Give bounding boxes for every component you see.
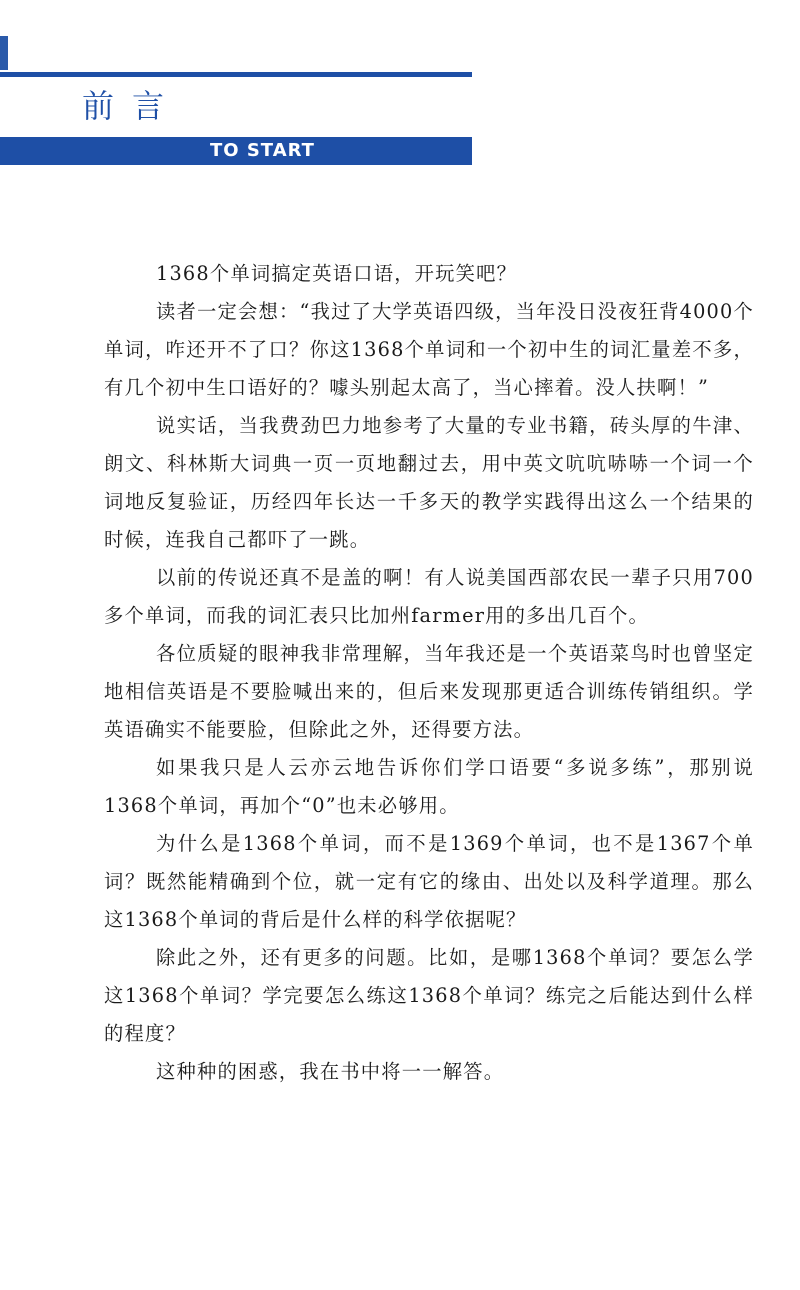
paragraph: 各位质疑的眼神我非常理解，当年我还是一个英语菜鸟时也曾坚定地相信英语是不要脸喊出来的，但后来发现那更适合训练传销组织。学英语确实不能要脸，但除此之外，还得要方法。 [104, 642, 754, 741]
paragraph: 以前的传说还真不是盖的啊！有人说美国西部农民一辈子只用700多个单词，而我的词汇表只比加州farmer用的多出几百个。 [104, 566, 754, 627]
paragraph: 读者一定会想：“我过了大学英语四级，当年没日没夜狂背4000个单词，咋还开不了口？你这1368个单词和一个初中生的词汇量差不多，有几个初中生口语好的？噱头别起太高了，当心摔着。没人扶啊！” [104, 300, 754, 399]
page-title: 前言 [82, 87, 183, 125]
paragraph: 这种种的困惑，我在书中将一一解答。 [156, 1060, 505, 1083]
corner-accent [0, 36, 8, 70]
paragraph: 如果我只是人云亦云地告诉你们学口语要“多说多练”，那别说1368个单词，再加个“0”也未必够用。 [104, 756, 754, 817]
banner-subtitle: TO START [210, 140, 315, 161]
paragraph: 除此之外，还有更多的问题。比如，是哪1368个单词？要怎么学这1368个单词？学完要怎么练这1368个单词？练完之后能达到什么样的程度？ [104, 946, 754, 1045]
section-banner [0, 137, 472, 165]
header-rule [0, 72, 472, 77]
paragraph: 说实话，当我费劲巴力地参考了大量的专业书籍，砖头厚的牛津、朗文、科林斯大词典一页一页地翻过去，用中英文吭吭哧哧一个词一个词地反复验证，历经四年长达一千多天的教学实践得出这么一个结果的时候，连我自己都吓了一跳。 [104, 414, 754, 551]
paragraph: 1368个单词搞定英语口语，开玩笑吧？ [156, 262, 518, 285]
paragraph: 为什么是1368个单词，而不是1369个单词，也不是1367个单词？既然能精确到个位，就一定有它的缘由、出处以及科学道理。那么这1368个单词的背后是什么样的科学依据呢？ [104, 832, 754, 931]
body-text [104, 255, 754, 1091]
